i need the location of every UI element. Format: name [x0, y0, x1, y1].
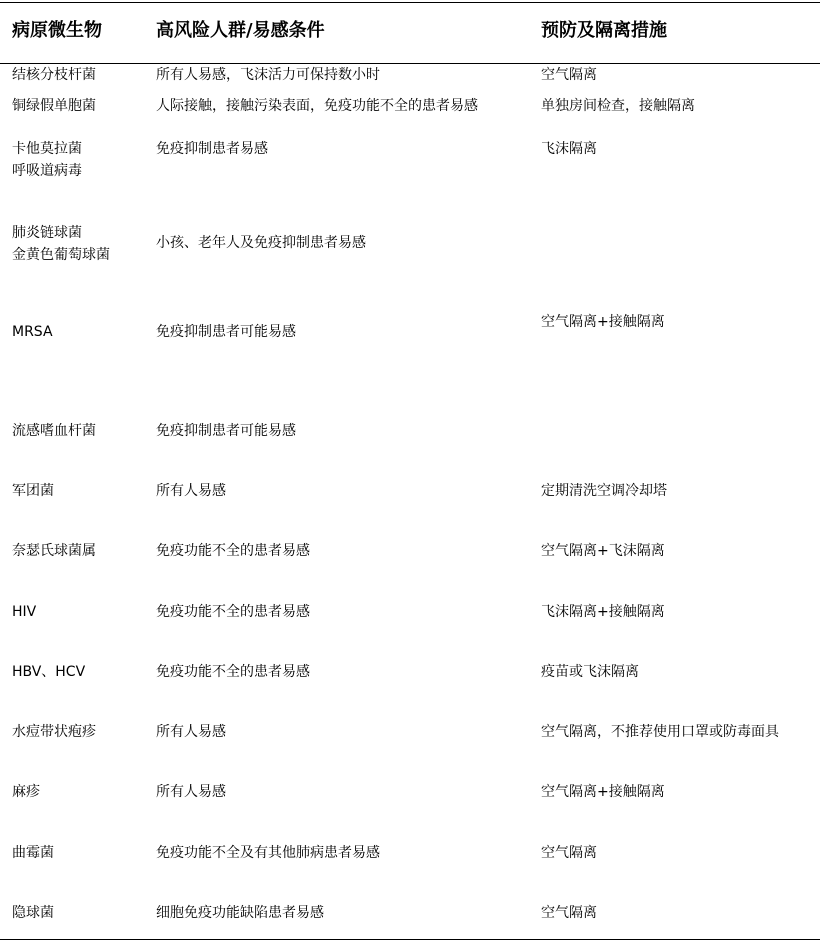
cell-pathogen	[12, 95, 96, 117]
cell-prevention: 定期清洗空调冷却塔	[541, 483, 667, 499]
cell-pathogen	[12, 601, 36, 623]
pathogen-name: 曲霉菌	[12, 845, 54, 861]
cell-pathogen	[12, 781, 40, 803]
cell-pathogen	[12, 138, 82, 182]
pathogen-name: 麻疹	[12, 784, 40, 800]
cell-pathogen	[12, 480, 54, 502]
cell-pathogen	[12, 721, 96, 743]
pathogen-name: 金黄色葡萄球菌	[12, 247, 110, 263]
header-pathogen: 病原微生物	[12, 20, 102, 41]
pathogen-name: 呼吸道病毒	[12, 163, 82, 179]
pathogen-name: HBV、HCV	[12, 664, 86, 680]
cell-prevention: 飞沫隔离	[541, 141, 597, 157]
cell-prevention: 空气隔离+接触隔离	[541, 314, 665, 330]
pathogen-name: 卡他莫拉菌	[12, 141, 82, 157]
cell-risk-group: 免疫功能不全的患者易感	[156, 604, 310, 620]
cell-risk-group: 所有人易感	[156, 784, 226, 800]
cell-pathogen	[12, 661, 85, 683]
cell-risk-group: 所有人易感，飞沫活力可保持数小时	[156, 67, 380, 83]
header-risk-group: 高风险人群/易感条件	[156, 20, 325, 41]
cell-pathogen	[12, 902, 54, 924]
pathogen-name: 军团菌	[12, 483, 54, 499]
cell-risk-group: 免疫功能不全的患者易感	[156, 543, 310, 559]
cell-risk-group: 所有人易感	[156, 483, 226, 499]
cell-risk-group: 免疫功能不全的患者易感	[156, 664, 310, 680]
cell-prevention: 飞沫隔离+接触隔离	[541, 604, 665, 620]
table-top-rule	[0, 2, 820, 3]
cell-risk-group: 免疫抑制患者可能易感	[156, 423, 296, 439]
pathogen-name: 肺炎链球菌	[12, 225, 82, 241]
cell-prevention: 空气隔离	[541, 905, 597, 921]
cell-prevention: 空气隔离，不推荐使用口罩或防毒面具	[541, 724, 779, 740]
pathogen-name: HIV	[12, 604, 37, 620]
cell-prevention: 空气隔离	[541, 845, 597, 861]
table-bottom-rule	[0, 939, 820, 940]
cell-risk-group: 小孩、老年人及免疫抑制患者易感	[156, 235, 366, 251]
cell-prevention: 空气隔离+飞沫隔离	[541, 543, 665, 559]
cell-prevention: 单独房间检查，接触隔离	[541, 98, 695, 114]
cell-risk-group: 免疫功能不全及有其他肺病患者易感	[156, 845, 380, 861]
pathogen-name: MRSA	[12, 324, 53, 340]
cell-prevention: 空气隔离	[541, 67, 597, 83]
pathogen-name: 结核分枝杆菌	[12, 67, 96, 83]
table-header-rule	[0, 63, 820, 64]
pathogen-name: 水痘带状疱疹	[12, 724, 96, 740]
cell-pathogen	[12, 321, 53, 343]
pathogen-name: 铜绿假单胞菌	[12, 98, 96, 114]
cell-prevention: 疫苗或飞沫隔离	[541, 664, 639, 680]
cell-prevention: 空气隔离+接触隔离	[541, 784, 665, 800]
cell-pathogen	[12, 420, 96, 442]
cell-pathogen	[12, 64, 96, 86]
cell-pathogen	[12, 842, 54, 864]
pathogen-name: 奈瑟氏球菌属	[12, 543, 96, 559]
pathogen-name: 流感嗜血杆菌	[12, 423, 96, 439]
cell-pathogen	[12, 222, 110, 266]
cell-risk-group: 细胞免疫功能缺陷患者易感	[156, 905, 324, 921]
cell-risk-group: 人际接触，接触污染表面，免疫功能不全的患者易感	[156, 98, 478, 114]
header-prevention: 预防及隔离措施	[541, 20, 667, 41]
cell-risk-group: 免疫抑制患者可能易感	[156, 324, 296, 340]
pathogen-name: 隐球菌	[12, 905, 54, 921]
cell-risk-group: 免疫抑制患者易感	[156, 141, 268, 157]
cell-pathogen	[12, 540, 96, 562]
cell-risk-group: 所有人易感	[156, 724, 226, 740]
